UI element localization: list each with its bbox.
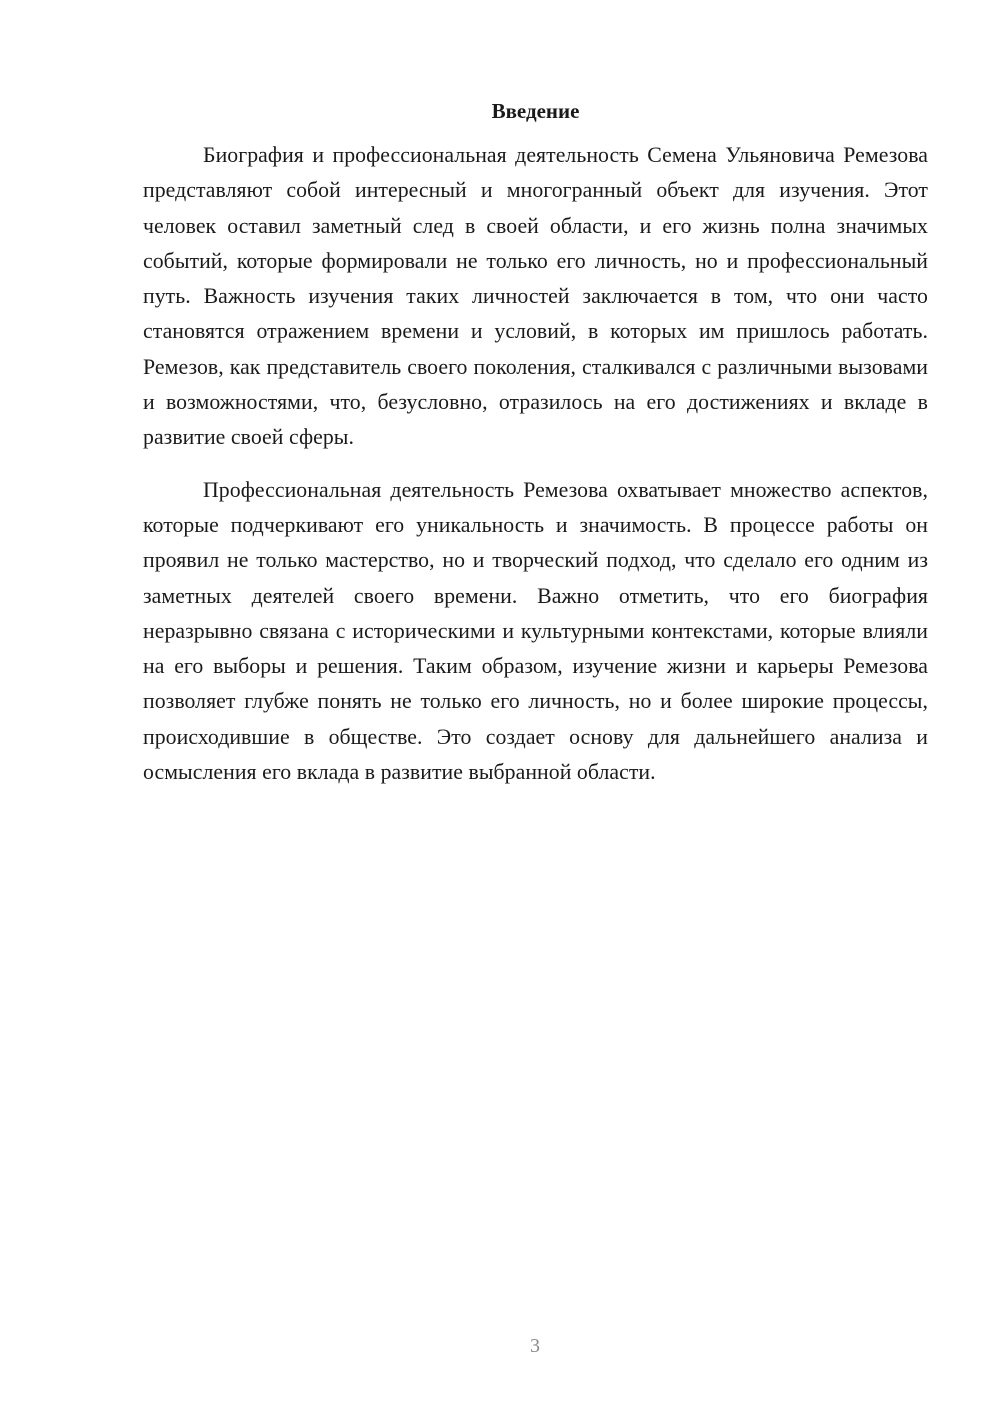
page-content	[143, 96, 928, 807]
section-title: Введение	[491, 99, 580, 123]
paragraph-biography: Биография и профессиональная деятельность Семена Ульяновича Ремезова представляют собой интересный и многогранный объект для изучения. Этот человек оставил заметный след в своей области, и его жизнь полна значимых событий, которые формировали не только его личность, но и профессиональный путь. Важность изучения таких личностей заключается в том, что они часто становятся отражением времени и условий, в которых им пришлось работать. Ремезов, как представитель своего поколения, сталкивался с различными вызовами и возможностями, что, безусловно, отразилось на его достижениях и вкладе в развитие своей сферы.	[143, 143, 928, 450]
paragraph-professional-activity: Профессиональная деятельность Ремезова охватывает множество аспектов, которые подчеркивают его уникальность и значимость. В процессе работы он проявил не только мастерство, но и творческий подход, что сделало его одним из заметных деятелей своего времени. Важно отметить, что его биография неразрывно связана с историческими и культурными контекстами, которые влияли на его выборы и решения. Таким образом, изучение жизни и карьеры Ремезова позволяет глубже понять не только его личность, но и более широкие процессы, происходившие в обществе. Это создает основу для дальнейшего анализа и осмысления его вклада в развитие выбранной области.	[143, 477, 928, 785]
page-number: 3	[530, 1335, 540, 1357]
